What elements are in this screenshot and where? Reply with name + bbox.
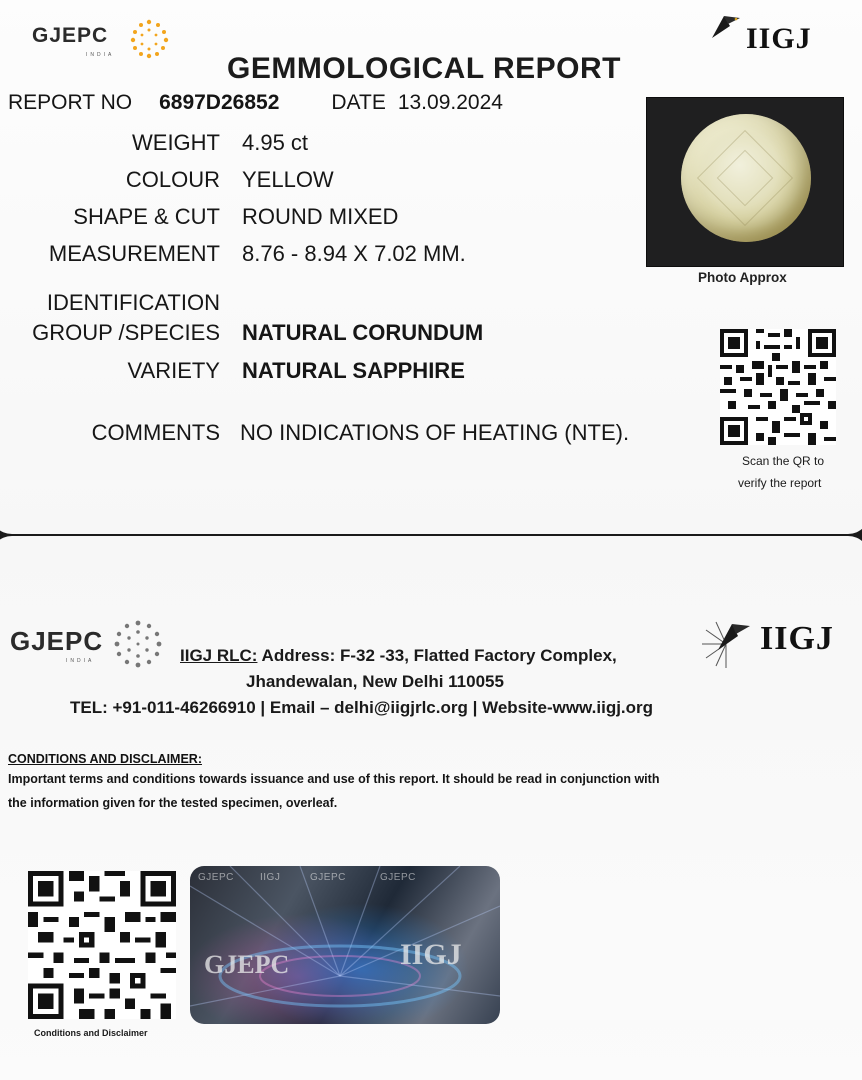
variety-label: VARIETY (127, 358, 220, 383)
qr-caption-line2: verify the report (738, 476, 822, 490)
hologram-repeat-text: GJEPC (198, 872, 234, 883)
group-species-label: GROUP /SPECIES (32, 320, 220, 345)
conditions-line1: Important terms and conditions towards issuance and use of this report. It should be read in conjunction with (8, 772, 660, 786)
hologram-repeat-text-3: GJEPC (310, 872, 346, 883)
field-shape-cut (0, 204, 398, 230)
gjepc-logo (32, 24, 108, 48)
weight-label: WEIGHT (132, 130, 220, 155)
gjepc-sunburst-icon (128, 18, 170, 60)
gjepc-sunburst-icon-back (112, 618, 164, 670)
colour-value: YELLOW (242, 167, 334, 192)
field-measurement (0, 241, 466, 267)
field-comments (0, 420, 629, 446)
comments-label: COMMENTS (91, 420, 220, 445)
conditions-heading: CONDITIONS AND DISCLAIMER: (8, 752, 202, 766)
gjepc-logo-text: GJEPC (32, 24, 109, 47)
measurement-value: 8.76 - 8.94 X 7.02 MM. (242, 241, 466, 266)
verify-qr-code[interactable] (720, 329, 836, 445)
field-variety (0, 358, 465, 384)
gjepc-logo-sub-back: INDIA (66, 658, 95, 664)
conditions-qr-code[interactable] (28, 871, 176, 1019)
field-weight (0, 130, 308, 156)
address-label: IIGJ RLC: (180, 646, 258, 665)
conditions-line2: the information given for the tested specimen, overleaf. (8, 796, 338, 810)
photo-caption: Photo Approx (698, 270, 787, 285)
field-colour (0, 167, 334, 193)
date-value: 13.09.2024 (397, 91, 503, 114)
comments-value: NO INDICATIONS OF HEATING (NTE). (240, 420, 630, 445)
iigj-logo-text: IIGJ (746, 22, 812, 55)
date-label: DATE (331, 91, 386, 114)
gem-stone-image (681, 114, 811, 242)
hologram-repeat-text-2: IIGJ (260, 872, 281, 883)
address-line1 (180, 646, 617, 666)
shape-cut-label: SHAPE & CUT (73, 204, 220, 229)
shape-cut-value: ROUND MIXED (242, 204, 399, 229)
hologram-iigj-text: IIGJ (400, 938, 462, 971)
group-species-value: NATURAL CORUNDUM (242, 320, 484, 345)
conditions-qr-caption: Conditions and Disclaimer (34, 1028, 148, 1038)
address-line1-text: Address: F-32 -33, Flatted Factory Complex, (261, 646, 617, 665)
report-no-value: 6897D26852 (159, 91, 280, 114)
gjepc-logo-sub: INDIA (86, 52, 115, 58)
measurement-label: MEASUREMENT (48, 241, 220, 266)
gjepc-logo-text-back: GJEPC (10, 626, 104, 656)
hologram-repeat-text-4: GJEPC (380, 872, 416, 883)
report-number-row (8, 91, 503, 115)
variety-value: NATURAL SAPPHIRE (242, 358, 465, 383)
hologram-gjepc-text: GJEPC (204, 950, 290, 979)
gem-photo (646, 97, 844, 267)
hologram-seal (190, 866, 500, 1024)
iigj-bird-icon-back (698, 616, 754, 672)
report-back-card (0, 536, 862, 1080)
colour-label: COLOUR (125, 167, 220, 192)
qr-caption-line1: Scan the QR to (742, 454, 825, 468)
iigj-bird-icon (710, 14, 742, 40)
report-no-label: REPORT NO (8, 91, 133, 114)
address-line2: Jhandewalan, New Delhi 110055 (246, 672, 504, 691)
contact-line: TEL: +91-011-46266910 | Email – delhi@iigjrlc.org | Website-www.iigj.org (70, 698, 654, 717)
iigj-logo-text-back: IIGJ (760, 620, 834, 657)
identification-label: IDENTIFICATION (46, 290, 220, 315)
weight-value: 4.95 ct (242, 130, 309, 155)
field-group-species (0, 320, 483, 346)
report-front-card (0, 0, 862, 534)
report-title: GEMMOLOGICAL REPORT (227, 52, 621, 85)
